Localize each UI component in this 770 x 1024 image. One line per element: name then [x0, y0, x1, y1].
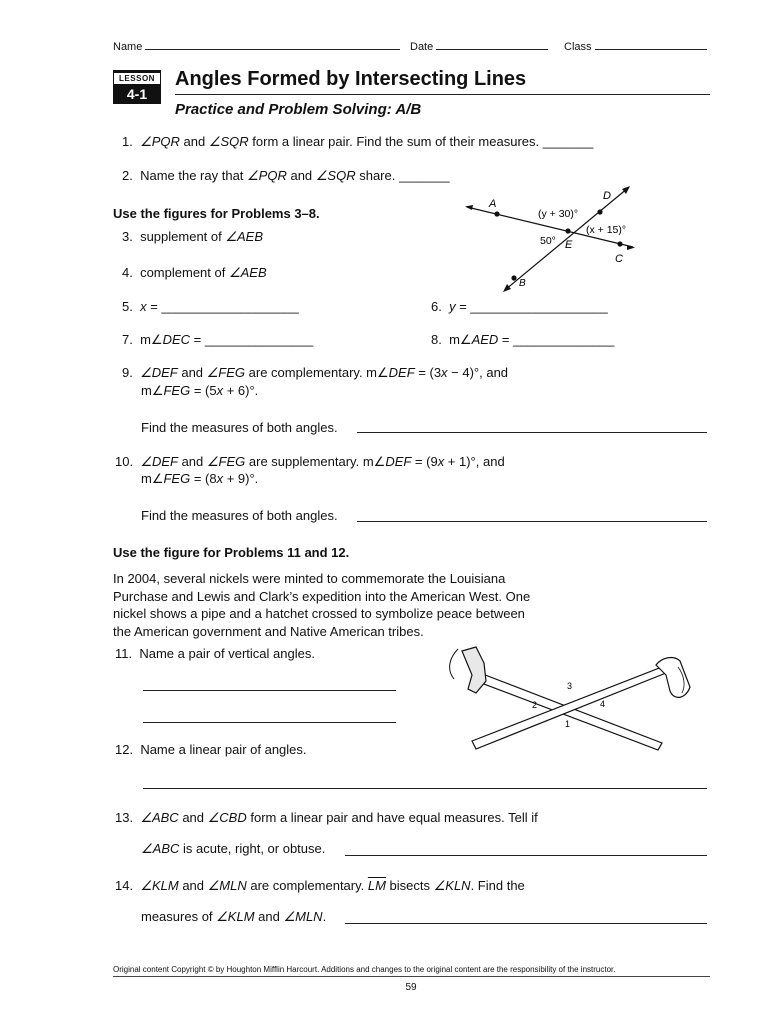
problem-number: 8.	[431, 332, 442, 347]
text: Name a linear pair of angles.	[140, 742, 307, 757]
date-field-row	[410, 38, 548, 53]
problem-number: 11.	[115, 646, 133, 661]
problem-number: 13.	[115, 810, 134, 825]
angle-aeb: ∠AEB	[225, 229, 264, 244]
problem-3	[122, 229, 263, 245]
hatchet-edge	[450, 649, 458, 679]
class-label: Class	[564, 41, 592, 53]
name-field-row	[113, 38, 400, 53]
problem-number: 6.	[431, 299, 442, 314]
angle-label-4: 4	[600, 699, 606, 709]
paragraph-line: In 2004, several nickels were minted to commemorate the Louisiana	[113, 571, 506, 586]
lesson-number: 4-1	[126, 86, 148, 102]
angle-feg: FEG	[163, 471, 191, 486]
date-blank[interactable]	[436, 38, 548, 50]
text: and	[286, 168, 316, 183]
point-a	[494, 211, 499, 216]
problem-13-line-2	[141, 841, 325, 857]
pipe-hatchet-figure	[440, 645, 705, 755]
text: . Find the	[470, 878, 525, 893]
point-c	[617, 241, 622, 246]
text: and	[177, 454, 207, 469]
angle-kln: ∠KLN	[433, 878, 471, 893]
angle-sqr: ∠SQR	[315, 168, 356, 183]
angle-label-1: 1	[565, 719, 571, 729]
text: m∠	[449, 332, 472, 347]
section-heading-3-8: Use the figures for Problems 3–8.	[113, 206, 320, 221]
text: + 1)°, and	[444, 454, 505, 469]
answer-line-9[interactable]	[357, 432, 707, 433]
problem-number: 2.	[122, 168, 133, 183]
title-rule	[175, 94, 710, 95]
date-label: Date	[410, 41, 434, 53]
answer-blank[interactable]: = ___________________	[146, 299, 299, 314]
text: are complementary.	[246, 878, 368, 893]
label-c: C	[615, 253, 623, 265]
lesson-label: LESSON	[113, 72, 161, 85]
text: and	[178, 878, 208, 893]
answer-line-14[interactable]	[345, 923, 707, 924]
angle-feg: FEG	[163, 383, 191, 398]
text: form a linear pair. Find the sum of their measures. _______	[248, 134, 594, 149]
text: .	[322, 909, 327, 924]
text: share. _______	[355, 168, 450, 183]
text: is acute, right, or obtuse.	[179, 841, 326, 856]
problem-number: 7.	[122, 332, 133, 347]
answer-line-13[interactable]	[345, 855, 707, 856]
problem-number: 9.	[122, 365, 133, 380]
angle-dec: DEC	[162, 332, 191, 347]
answer-blank[interactable]: = ______________	[498, 332, 615, 347]
angle-def: ∠DEF	[140, 454, 178, 469]
paragraph-line: nickel shows a pipe and a hatchet crossed to symbolize peace between	[113, 606, 525, 621]
paragraph-line: Purchase and Lewis and Clark’s expedition into the American West. One	[113, 588, 531, 604]
text: Name the ray that	[140, 168, 248, 183]
angle-label-50: 50°	[540, 235, 556, 247]
label-e: E	[565, 239, 573, 251]
problem-number: 5.	[122, 299, 133, 314]
text: m∠	[140, 332, 163, 347]
angle-aed: AED	[471, 332, 499, 347]
problem-9-line-2	[141, 383, 258, 399]
problem-4	[122, 265, 267, 281]
arrow-left	[465, 205, 473, 210]
angle-label-3: 3	[567, 681, 573, 691]
text: are supplementary. m∠	[245, 454, 386, 469]
label-d: D	[603, 190, 611, 202]
problem-number: 14.	[115, 878, 134, 893]
label-b: B	[519, 278, 526, 289]
angle-mln: ∠MLN	[283, 909, 323, 924]
angle-abc: ∠ABC	[140, 810, 179, 825]
label-a: A	[489, 198, 497, 210]
answer-line-11b[interactable]	[143, 722, 396, 723]
page-subtitle: Practice and Problem Solving: A/B	[175, 101, 422, 118]
variable-x: x	[216, 383, 224, 398]
answer-line-11a[interactable]	[143, 690, 396, 691]
problem-6	[431, 299, 608, 315]
page-title: Angles Formed by Intersecting Lines	[175, 68, 527, 90]
problem-11	[115, 646, 315, 662]
arrow-top	[622, 186, 630, 194]
name-label: Name	[113, 41, 143, 53]
problem-number: 4.	[122, 265, 133, 280]
angle-pqr: ∠PQR	[247, 168, 287, 183]
text: supplement of	[140, 229, 226, 244]
answer-blank[interactable]: = _______________	[190, 332, 314, 347]
angle-aeb: ∠AEB	[228, 265, 267, 280]
text: Find the measures of both angles.	[141, 508, 338, 523]
text: Name a pair of vertical angles.	[139, 646, 315, 661]
text: = (5	[190, 383, 217, 398]
problem-1	[122, 134, 593, 150]
angle-mln: ∠MLN	[207, 878, 247, 893]
problem-number: 3.	[122, 229, 133, 244]
angle-label-y: (y + 30)°	[538, 208, 579, 220]
page-number: 59	[405, 982, 417, 993]
section-heading-11-12: Use the figure for Problems 11 and 12.	[113, 545, 350, 560]
answer-blank[interactable]: = ___________________	[455, 299, 608, 314]
angle-def: DEF	[385, 454, 412, 469]
angle-label-x: (x + 15)°	[586, 224, 627, 236]
paragraph-line: the American government and Native American tribes.	[113, 623, 424, 639]
class-field-row	[564, 38, 707, 53]
angle-abc: ∠ABC	[141, 841, 180, 856]
problem-7	[122, 332, 313, 348]
text: and	[254, 909, 284, 924]
problem-number: 10.	[115, 454, 134, 469]
arrow-bottom	[503, 284, 511, 292]
text: m∠	[141, 383, 164, 398]
angle-cbd: ∠CBD	[207, 810, 247, 825]
problem-5	[122, 299, 299, 315]
text: Find the measures of both angles.	[141, 420, 338, 435]
text: m∠	[141, 471, 164, 486]
problem-13	[115, 810, 538, 826]
problem-9	[122, 365, 508, 381]
text: and	[177, 365, 207, 380]
problem-12	[115, 742, 307, 758]
angle-label-2: 2	[532, 700, 538, 710]
point-d	[597, 209, 602, 214]
text: = (8	[190, 471, 217, 486]
text: = (9	[411, 454, 438, 469]
problem-number: 12.	[115, 742, 134, 757]
answer-line-12[interactable]	[143, 788, 707, 789]
problem-14	[115, 878, 525, 894]
angle-def: ∠DEF	[140, 365, 178, 380]
copyright-notice: Original content Copyright © by Houghton Mifflin Harcourt. Additions and changes to the original content are the responsibility of the instructor.	[113, 965, 616, 974]
text: are complementary. m∠	[245, 365, 389, 380]
pipe-bowl	[656, 658, 690, 698]
problem-2	[122, 168, 450, 184]
angle-def: DEF	[388, 365, 415, 380]
text: − 4)°, and	[447, 365, 509, 380]
intersecting-lines-figure	[465, 185, 645, 295]
text: bisects	[385, 878, 434, 893]
text: measures of	[141, 909, 217, 924]
text: form a linear pair and have equal measures. Tell if	[246, 810, 538, 825]
problem-9-prompt	[141, 420, 338, 436]
variable-x: x	[437, 454, 445, 469]
name-blank[interactable]	[145, 38, 400, 50]
hatchet-head	[462, 647, 486, 693]
problem-10-prompt	[141, 508, 338, 524]
nickel-paragraph	[113, 570, 530, 640]
angle-feg: ∠FEG	[206, 365, 246, 380]
variable-y: y	[449, 299, 456, 314]
variable-x: x	[216, 471, 224, 486]
text: complement of	[140, 265, 229, 280]
answer-line-10[interactable]	[357, 521, 707, 522]
angle-sqr: ∠SQR	[208, 134, 249, 149]
point-e	[565, 228, 570, 233]
class-blank[interactable]	[595, 38, 707, 50]
variable-x: x	[441, 365, 448, 380]
problem-number: 1.	[122, 134, 133, 149]
problem-14-line-2	[141, 909, 326, 925]
text: and	[179, 134, 209, 149]
angle-pqr: ∠PQR	[140, 134, 180, 149]
arrow-right	[627, 245, 635, 250]
lesson-badge	[113, 70, 161, 104]
problem-8	[431, 332, 614, 348]
angle-klm: ∠KLM	[140, 878, 179, 893]
point-b	[511, 275, 516, 280]
text: + 9)°.	[223, 471, 259, 486]
text: and	[178, 810, 208, 825]
angle-feg: ∠FEG	[206, 454, 246, 469]
text: = (3	[414, 365, 442, 380]
problem-10	[115, 454, 505, 470]
footer-rule	[113, 976, 710, 977]
text: + 6)°.	[223, 383, 259, 398]
angle-klm: ∠KLM	[216, 909, 255, 924]
problem-10-line-2	[141, 471, 258, 487]
ray-lm: $\overline{LM}$	[367, 878, 386, 893]
variable-x: x	[140, 299, 147, 314]
